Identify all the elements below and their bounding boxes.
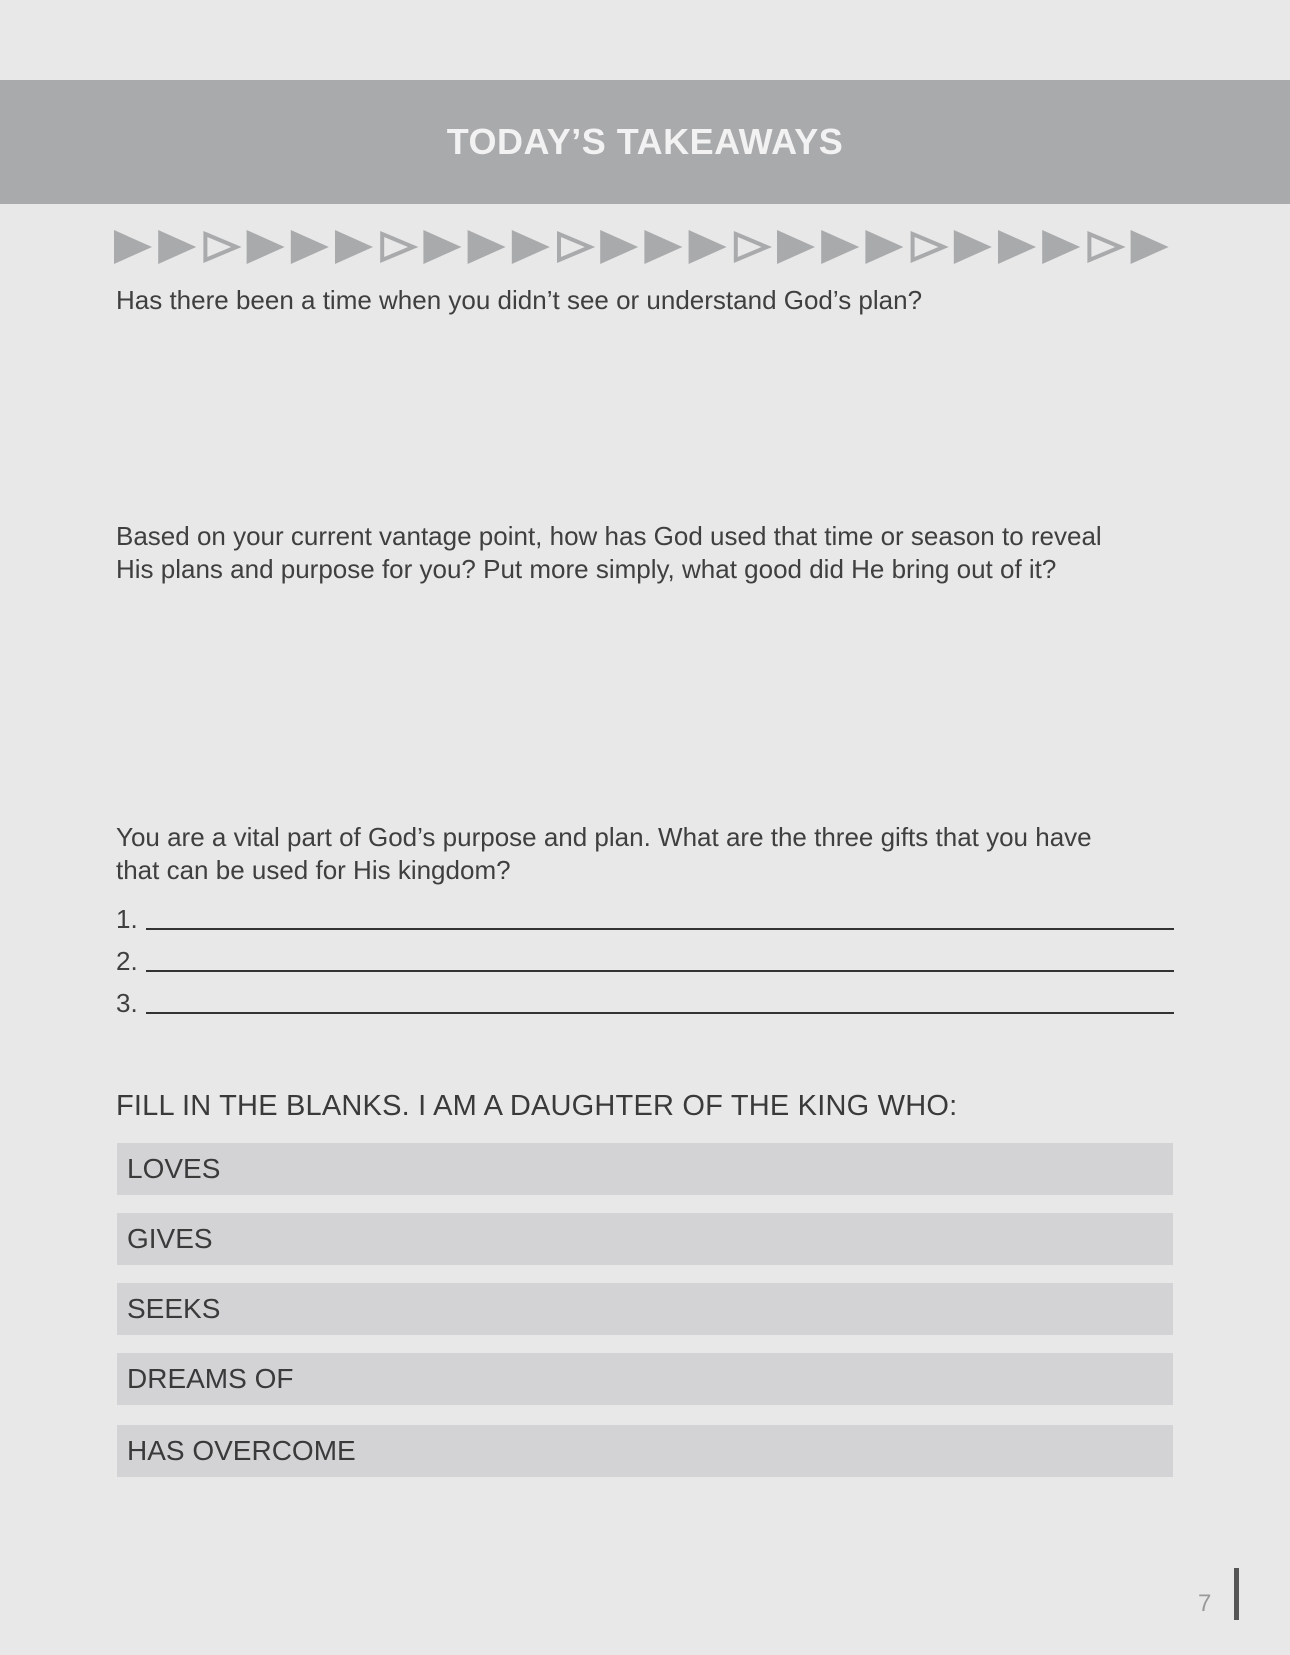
fill-in-bar-loves[interactable] (117, 1143, 1173, 1195)
header-band (0, 80, 1290, 204)
filled-triangle-icon (512, 230, 550, 264)
question-2-line-2: His plans and purpose for you? Put more simply, what good did He bring out of it? (116, 554, 1057, 584)
page-number: 7 (1198, 1590, 1212, 1617)
fill-in-label: HAS OVERCOME (127, 1435, 356, 1466)
outline-triangle-icon (559, 234, 590, 260)
gift-answer-line-2[interactable] (116, 942, 1174, 976)
outline-triangle-icon (382, 234, 413, 260)
question-2 (116, 520, 1176, 586)
filled-triangle-icon (468, 230, 506, 264)
filled-triangle-icon (644, 230, 682, 264)
fill-in-heading: FILL IN THE BLANKS. I AM A DAUGHTER OF THE KING WHO: (116, 1090, 958, 1122)
filled-triangle-icon (247, 230, 285, 264)
page-title: TODAY’S TAKEAWAYS (446, 121, 844, 162)
filled-triangle-icon (114, 230, 152, 264)
fill-in-bar-has-overcome[interactable] (117, 1425, 1173, 1477)
gift-answer-line-3[interactable] (116, 984, 1174, 1018)
gift-number-1: 1. (116, 904, 138, 934)
filled-triangle-icon (689, 230, 727, 264)
filled-triangle-icon (777, 230, 815, 264)
fill-in-label: GIVES (127, 1223, 213, 1254)
filled-triangle-icon (600, 230, 638, 264)
arrow-decoration-row (114, 228, 1174, 266)
filled-triangle-icon (954, 230, 992, 264)
question-3 (116, 821, 1176, 887)
fill-in-label: LOVES (127, 1153, 221, 1184)
filled-triangle-icon (423, 230, 461, 264)
fill-in-label: SEEKS (127, 1293, 221, 1324)
answer-rule (146, 970, 1174, 972)
fill-in-bar-dreams-of[interactable] (117, 1353, 1173, 1405)
page-number-rule (1234, 1568, 1239, 1620)
filled-triangle-icon (1042, 230, 1080, 264)
question-1: Has there been a time when you didn’t see or understand God’s plan? (116, 285, 923, 315)
filled-triangle-icon (998, 230, 1036, 264)
filled-triangle-icon (821, 230, 859, 264)
answer-rule (146, 928, 1174, 930)
gift-number-2: 2. (116, 946, 138, 976)
gift-answer-line-1[interactable] (116, 900, 1174, 934)
fill-in-bar-gives[interactable] (117, 1213, 1173, 1265)
filled-triangle-icon (158, 230, 196, 264)
gift-number-3: 3. (116, 988, 138, 1018)
filled-triangle-icon (291, 230, 329, 264)
filled-triangle-icon (865, 230, 903, 264)
fill-in-label: DREAMS OF (127, 1363, 294, 1394)
outline-triangle-icon (736, 234, 767, 260)
question-3-line-2: that can be used for His kingdom? (116, 855, 511, 885)
arrow-decoration-icons (114, 228, 1174, 266)
question-3-line-1: You are a vital part of God’s purpose and plan. What are the three gifts that you have (116, 822, 1092, 852)
answer-rule (146, 1012, 1174, 1014)
filled-triangle-icon (1131, 230, 1169, 264)
fill-in-bar-seeks[interactable] (117, 1283, 1173, 1335)
outline-triangle-icon (913, 234, 944, 260)
question-2-line-1: Based on your current vantage point, how has God used that time or season to reveal (116, 521, 1102, 551)
filled-triangle-icon (335, 230, 373, 264)
outline-triangle-icon (205, 234, 236, 260)
outline-triangle-icon (1089, 234, 1120, 260)
